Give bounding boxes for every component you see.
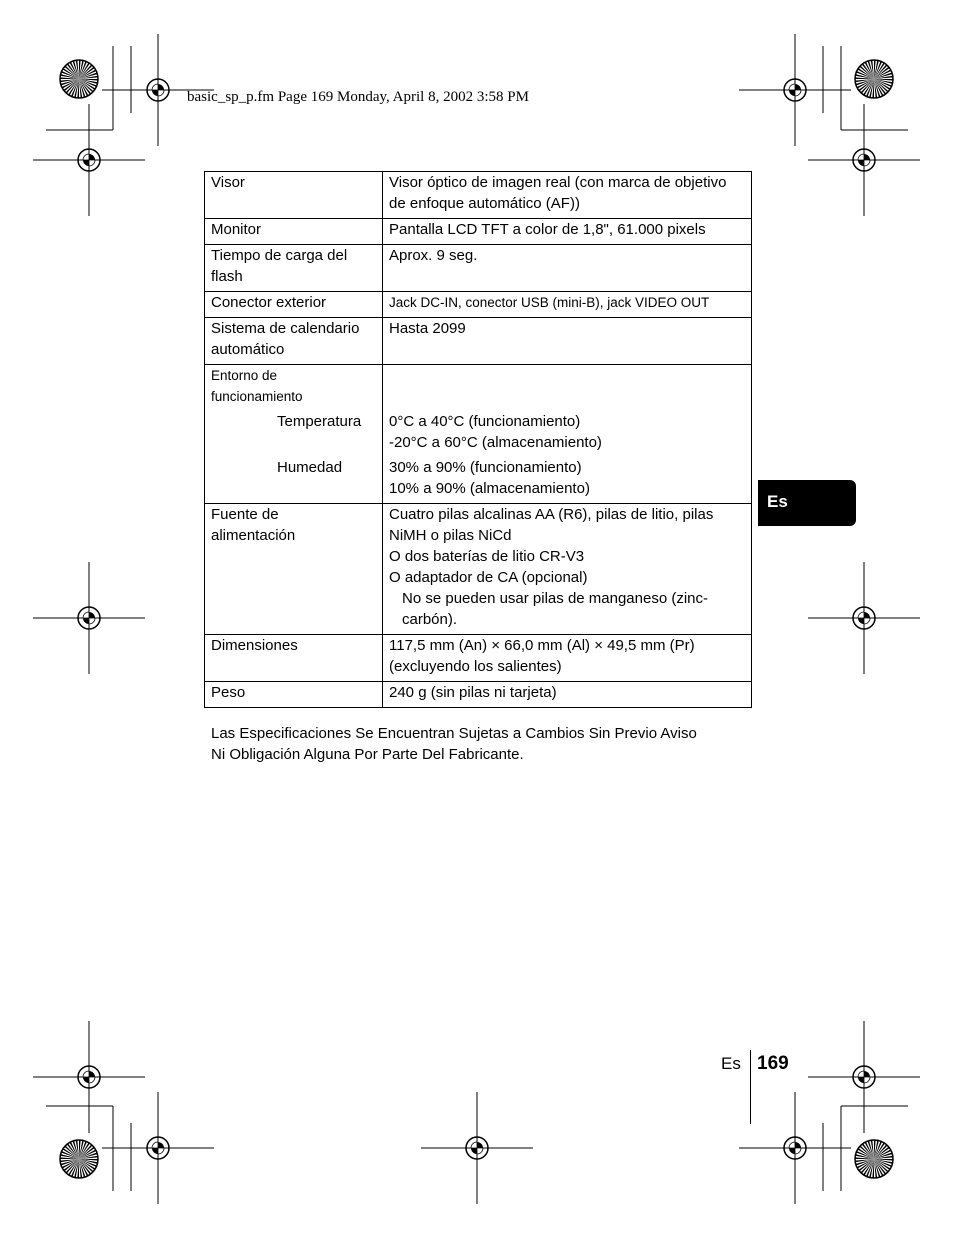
specifications-disclaimer	[211, 723, 751, 765]
spec-note-line: carbón).	[402, 611, 458, 628]
registration-mark	[808, 1021, 920, 1133]
page-number-divider	[750, 1050, 751, 1124]
starburst-mark	[60, 60, 98, 98]
spec-value	[383, 292, 752, 318]
spec-value-line: NiMH o pilas NiCd	[389, 527, 512, 544]
spec-label	[205, 245, 383, 292]
registration-mark	[739, 34, 851, 146]
spec-value	[383, 318, 752, 365]
starburst-mark	[855, 1140, 893, 1178]
spec-label-line: Sistema de calendario	[211, 320, 360, 337]
spec-label-line: automático	[211, 341, 285, 358]
spec-value	[383, 635, 752, 682]
table-row	[205, 504, 752, 635]
spec-value-line: de enfoque automático (AF))	[389, 195, 580, 212]
registration-mark	[739, 1092, 851, 1204]
disclaimer-line: Ni Obligación Alguna Por Parte Del Fabricante.	[211, 746, 524, 763]
spec-value-line: Visor óptico de imagen real (con marca de objetivo	[389, 174, 727, 191]
disclaimer-line: Las Especificaciones Se Encuentran Sujetas a Cambios Sin Previo Aviso	[211, 725, 697, 742]
table-row	[205, 318, 752, 365]
file-header: basic_sp_p.fm Page 169 Monday, April 8, 2002 3:58 PM	[187, 89, 529, 105]
spec-value-line: Cuatro pilas alcalinas AA (R6), pilas de litio, pilas	[389, 506, 714, 523]
spec-value-line: O adaptador de CA (opcional)	[389, 569, 588, 586]
spec-value-line: Jack DC-IN, conector USB (mini-B), jack VIDEO OUT	[389, 295, 710, 310]
table-row	[205, 245, 752, 292]
spec-value-line: O dos baterías de litio CR-V3	[389, 548, 585, 565]
spec-label	[205, 365, 383, 504]
spec-label-line: Fuente de	[211, 506, 279, 523]
spec-label-line: alimentación	[211, 527, 296, 544]
spec-value-line: Pantalla LCD TFT a color de 1,8", 61.000 pixels	[389, 221, 706, 238]
spec-value-line: 117,5 mm (An) × 66,0 mm (Al) × 49,5 mm (Pr)	[389, 637, 695, 654]
spec-label-line: flash	[211, 268, 243, 285]
spec-label: Visor	[205, 172, 383, 219]
temperatura-label: Temperatura	[277, 413, 362, 430]
table-row	[205, 219, 752, 245]
page-language: Es	[721, 1054, 741, 1073]
spec-label-line: Tiempo de carga del	[211, 247, 348, 264]
spec-value-line: Hasta 2099	[389, 320, 466, 337]
table-row	[205, 635, 752, 682]
spec-label	[205, 318, 383, 365]
spec-label: Peso	[205, 682, 383, 708]
spec-label	[205, 504, 383, 635]
table-row	[205, 682, 752, 708]
spec-value	[383, 365, 752, 504]
registration-mark	[421, 1092, 533, 1204]
table-row	[205, 172, 752, 219]
spec-value-line: 240 g (sin pilas ni tarjeta)	[389, 684, 557, 701]
spec-table	[204, 171, 752, 708]
registration-mark	[808, 104, 920, 216]
spec-value-line: -20°C a 60°C (almacenamiento)	[389, 434, 602, 451]
spec-label: Conector exterior	[205, 292, 383, 318]
spec-value-line: (excluyendo los salientes)	[389, 658, 562, 675]
spec-value	[383, 219, 752, 245]
spec-label-line: funcionamiento	[211, 389, 303, 404]
registration-mark	[33, 104, 145, 216]
spec-value	[383, 682, 752, 708]
spec-value	[383, 245, 752, 292]
spec-value-line: 10% a 90% (almacenamiento)	[389, 480, 590, 497]
spec-value-line: 30% a 90% (funcionamiento)	[389, 459, 582, 476]
language-tab: Es	[758, 480, 856, 526]
page-number: 169	[757, 1053, 789, 1074]
starburst-mark	[60, 1140, 98, 1178]
spec-label-line: Entorno de	[211, 368, 278, 383]
spec-label: Monitor	[205, 219, 383, 245]
spec-label: Dimensiones	[205, 635, 383, 682]
registration-mark	[33, 1021, 145, 1133]
table-row	[205, 292, 752, 318]
spec-note-line: No se pueden usar pilas de manganeso (zinc-	[402, 590, 709, 607]
table-row	[205, 365, 752, 504]
humedad-label: Humedad	[277, 459, 343, 476]
starburst-mark	[855, 60, 893, 98]
registration-mark	[102, 1092, 214, 1204]
spec-value-line: Aprox. 9 seg.	[389, 247, 478, 264]
registration-mark	[33, 562, 145, 674]
spec-value	[383, 504, 752, 635]
registration-mark	[808, 562, 920, 674]
spec-value	[383, 172, 752, 219]
spec-value-line: 0°C a 40°C (funcionamiento)	[389, 413, 581, 430]
